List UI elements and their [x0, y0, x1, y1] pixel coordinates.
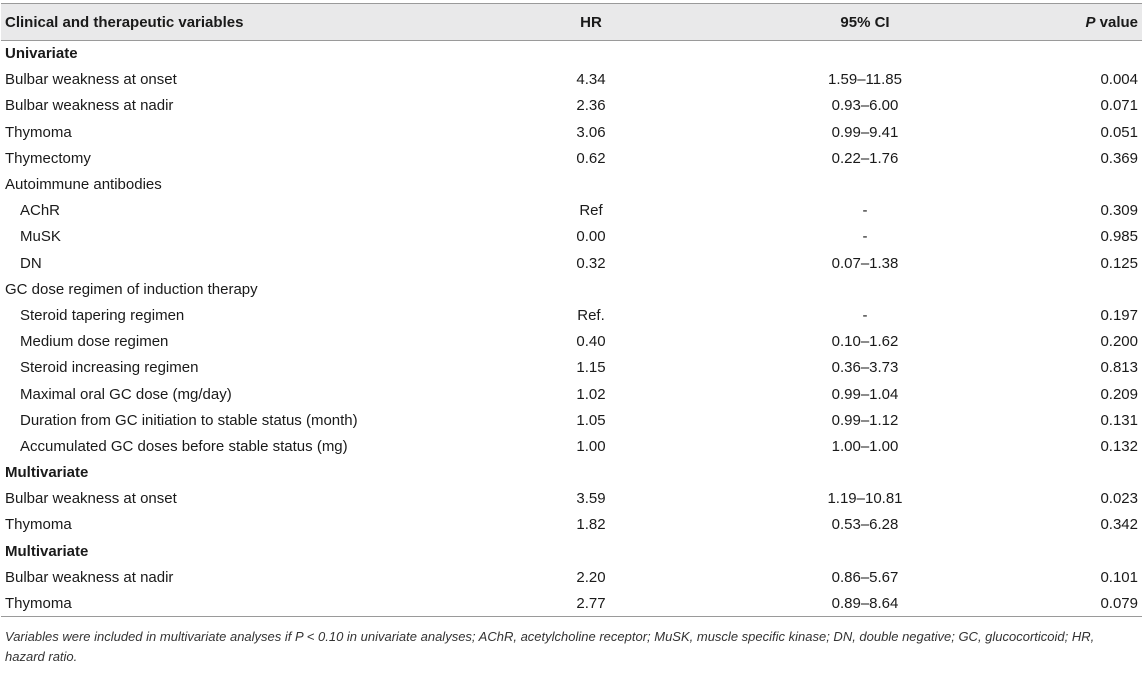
table-row: [1, 67, 1142, 93]
cell-variable: Bulbar weakness at nadir: [5, 97, 174, 115]
header-ci: 95% CI: [840, 13, 890, 31]
cell-hr: 3.59: [576, 490, 606, 508]
cell-variable: Steroid tapering regimen: [20, 306, 185, 324]
cell-ci: 0.99–1.12: [831, 411, 899, 429]
cell-hr: Ref: [579, 202, 603, 220]
cell-p-value: 0.813: [1100, 359, 1138, 377]
table-footnote: Variables were included in multivariate analyses if P < 0.10 in univariate analyses; AChR, acetylcholine receptor; MuSK, muscle specific kinase; DN, double negative; GC, glucocorticoid; HR, hazard ratio.: [5, 629, 1095, 665]
cell-p-value: [989, 41, 1142, 67]
cell-p-value: 0.079: [1100, 594, 1138, 612]
cell-hr: 1.00: [576, 437, 606, 455]
cell-variable: Duration from GC initiation to stable status (month): [20, 411, 358, 429]
cell-p-value: 0.342: [1100, 516, 1138, 534]
cell-hr: 0.00: [576, 228, 606, 246]
cell-ci: -: [862, 306, 868, 324]
cell-hr: 2.20: [576, 568, 606, 586]
cell-hr: 1.05: [576, 411, 606, 429]
cell-hr: 1.82: [576, 516, 606, 534]
header-row: [1, 4, 1142, 41]
cell-ci: [741, 460, 989, 486]
table-row: [1, 512, 1142, 538]
cell-p-value: 0.985: [1100, 228, 1138, 246]
cell-variable: Steroid increasing regimen: [20, 359, 199, 377]
table-row: [1, 198, 1142, 224]
cell-ci: 0.36–3.73: [831, 359, 899, 377]
table-header: [1, 4, 1142, 41]
table-row: [1, 590, 1142, 616]
cell-ci: -: [862, 228, 868, 246]
table-row: [1, 329, 1142, 355]
cell-ci: 0.99–9.41: [831, 123, 899, 141]
cell-hr: [441, 171, 741, 197]
cell-ci: 0.07–1.38: [831, 254, 899, 272]
cell-ci: 1.19–10.81: [827, 490, 903, 508]
cell-variable: Bulbar weakness at onset: [5, 71, 177, 89]
cell-variable: Thymoma: [5, 594, 72, 612]
section-header-row: [1, 41, 1142, 67]
cell-variable: Accumulated GC doses before stable status (mg): [20, 437, 348, 455]
table-row: [1, 276, 1142, 302]
table-row: [1, 171, 1142, 197]
header-p-value: [989, 4, 1142, 41]
header-p-suffix: value: [1095, 13, 1138, 31]
cell-p-value: 0.197: [1100, 306, 1138, 324]
cell-p-value: [989, 538, 1142, 564]
header-variable: Clinical and therapeutic variables: [5, 13, 244, 31]
table-row: [1, 250, 1142, 276]
cell-hr: 4.34: [576, 71, 606, 89]
cell-variable: Medium dose regimen: [20, 333, 169, 351]
cell-variable: Bulbar weakness at nadir: [5, 568, 174, 586]
cell-hr: 3.06: [576, 123, 606, 141]
cell-p-value: 0.023: [1100, 490, 1138, 508]
cell-hr: [441, 276, 741, 302]
cell-hr: [441, 538, 741, 564]
cell-variable: Bulbar weakness at onset: [5, 490, 177, 508]
cell-ci: -: [862, 202, 868, 220]
cell-variable: Thymoma: [5, 516, 72, 534]
hazard-ratio-table: [1, 3, 1142, 617]
cell-p-value: 0.132: [1100, 437, 1138, 455]
table-row: [1, 224, 1142, 250]
table-row: [1, 433, 1142, 459]
table-row: [1, 119, 1142, 145]
cell-p-value: 0.071: [1100, 97, 1138, 115]
cell-ci: 1.00–1.00: [831, 437, 899, 455]
cell-p-value: 0.004: [1100, 71, 1138, 89]
cell-ci: 0.10–1.62: [831, 333, 899, 351]
cell-ci: 1.59–11.85: [828, 71, 902, 89]
cell-ci: [741, 171, 989, 197]
table-row: [1, 302, 1142, 328]
cell-p-value: [989, 460, 1142, 486]
cell-ci: [741, 41, 989, 67]
cell-hr: [441, 41, 741, 67]
cell-variable: Thymectomy: [5, 149, 91, 167]
cell-hr: [441, 460, 741, 486]
cell-p-value: [989, 276, 1142, 302]
table-row: [1, 93, 1142, 119]
cell-ci: 0.86–5.67: [831, 568, 899, 586]
cell-variable: Autoimmune antibodies: [5, 176, 162, 194]
cell-hr: 0.62: [576, 149, 606, 167]
cell-p-value: 0.369: [1100, 149, 1138, 167]
cell-ci: 0.93–6.00: [831, 97, 899, 115]
cell-variable: Thymoma: [5, 123, 72, 141]
cell-ci: 0.22–1.76: [831, 149, 899, 167]
table-row: [1, 355, 1142, 381]
section-header-row: [1, 538, 1142, 564]
cell-hr: 2.77: [576, 594, 606, 612]
cell-p-value: 0.200: [1100, 333, 1138, 351]
table-row: [1, 381, 1142, 407]
cell-variable: Maximal oral GC dose (mg/day): [20, 385, 232, 403]
cell-variable: AChR: [20, 202, 61, 220]
cell-ci: 0.99–1.04: [831, 385, 899, 403]
cell-p-value: 0.125: [1100, 254, 1138, 272]
cell-p-value: 0.131: [1100, 411, 1138, 429]
cell-hr: 1.15: [576, 359, 606, 377]
table-row: [1, 407, 1142, 433]
cell-hr: 2.36: [576, 97, 606, 115]
cell-variable: DN: [20, 254, 42, 272]
cell-p-value: 0.309: [1100, 202, 1138, 220]
cell-variable: Univariate: [5, 45, 78, 63]
cell-variable: GC dose regimen of induction therapy: [5, 280, 258, 298]
cell-variable: Multivariate: [5, 542, 89, 560]
table-row: [1, 145, 1142, 171]
table-body: [1, 41, 1142, 617]
cell-hr: Ref.: [577, 306, 605, 324]
cell-hr: 0.32: [576, 254, 606, 272]
cell-p-value: 0.101: [1100, 568, 1138, 586]
cell-variable: Multivariate: [5, 464, 89, 482]
cell-hr: 0.40: [576, 333, 606, 351]
cell-ci: [741, 538, 989, 564]
cell-ci: 0.53–6.28: [831, 516, 899, 534]
header-hr: HR: [580, 13, 602, 31]
cell-p-value: 0.051: [1100, 123, 1138, 141]
cell-hr: 1.02: [576, 385, 606, 403]
section-header-row: [1, 460, 1142, 486]
table-row: [1, 486, 1142, 512]
cell-variable: MuSK: [20, 228, 61, 246]
header-p-letter: P: [1085, 13, 1096, 31]
cell-ci: 0.89–8.64: [831, 594, 899, 612]
cell-p-value: 0.209: [1100, 385, 1138, 403]
table-row: [1, 564, 1142, 590]
cell-ci: [741, 276, 989, 302]
cell-p-value: [989, 171, 1142, 197]
